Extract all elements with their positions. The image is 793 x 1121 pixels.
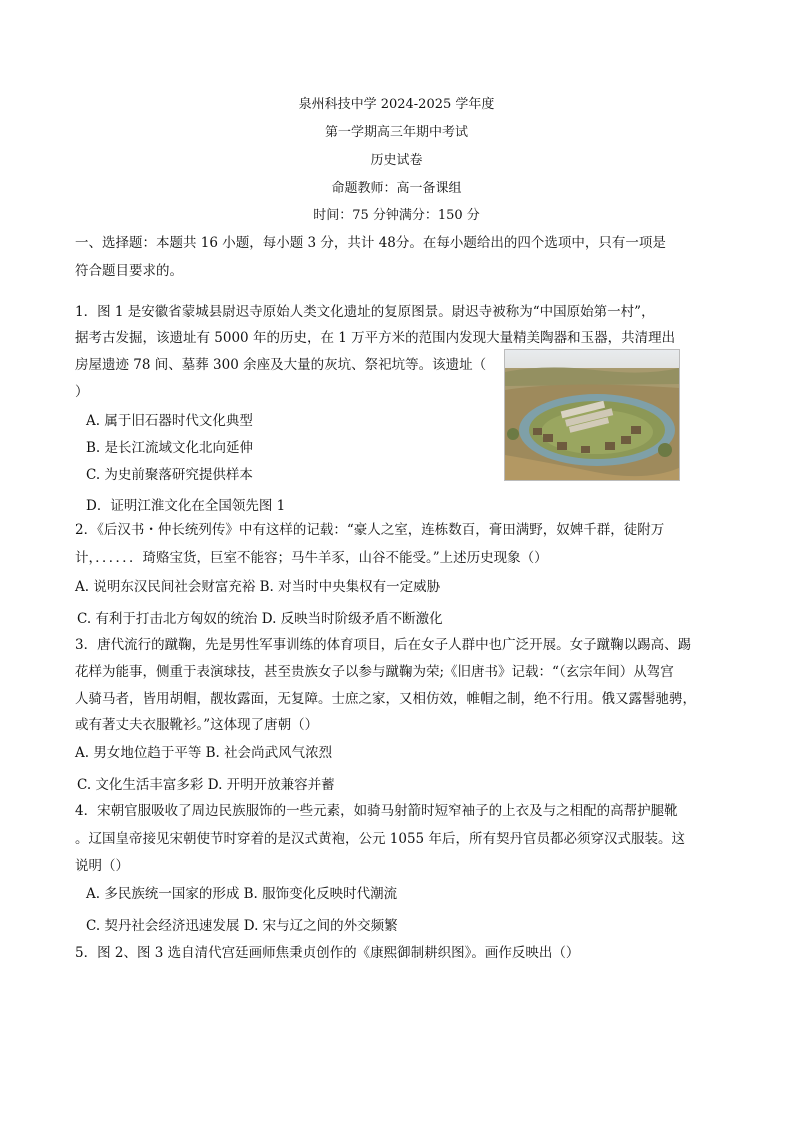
- section-instruction-cont: 符合题目要求的。: [75, 263, 183, 279]
- exam-title: 第一学期高三年期中考试: [324, 125, 468, 140]
- section-instruction: 一、选择题：本题共 16 小题，每小题 3 分，共计 48分。在每小题给出的四个选项中，只有一项是: [75, 235, 666, 251]
- setter-line: 命题教师：高一备课组: [331, 181, 462, 196]
- q1-stem-line4: ）: [75, 384, 89, 400]
- q3-stem-line3: 人骑马者，皆用胡帽，靓妆露面，无复障。士庶之家，又相仿效，帷帽之制，绝不行用。俄又露髻驰骋，: [75, 691, 696, 707]
- q2-options-cd: C. 有利于打击北方匈奴的统治 D. 反映当时阶级矛盾不断激化: [77, 611, 443, 627]
- q4-stem-line3: 说明（）: [75, 858, 129, 874]
- figure-1-settlement-image: [504, 349, 680, 481]
- q1-option-c: C. 为史前聚落研究提供样本: [86, 467, 253, 483]
- q4-options-cd: C. 契丹社会经济迅速发展 D. 宋与辽之间的外交频繁: [86, 918, 398, 934]
- q2-stem-line1: 2．《后汉书・仲长统列传》中有这样的记载：“豪人之室，连栋数百，膏田满野，奴婢千群，徒附万: [75, 522, 665, 538]
- q4-options-ab: A. 多民族统一国家的形成 B. 服饰变化反映时代潮流: [86, 886, 398, 902]
- q5-stem-line1: 5．图 2、图 3 选自清代宫廷画师焦秉贞创作的《康熙御制耕织图》。画作反映出（）: [75, 945, 580, 961]
- q1-stem-line3: 房屋遗迹 78 间、墓葬 300 余座及大量的灰坑、祭祀坑等。该遗址（: [75, 357, 487, 373]
- q3-options-ab: A. 男女地位趋于平等 B. 社会尚武风气浓烈: [75, 745, 333, 761]
- q4-stem-line1: 4．宋朝官服吸收了周边民族服饰的一些元素，如骑马射箭时短窄袖子的上衣及与之相配的高帮护腿靴: [75, 803, 678, 819]
- q3-options-cd: C. 文化生活丰富多彩 D. 开明开放兼容并蓄: [77, 777, 335, 793]
- time-line: 时间：75 分钟满分：150 分: [313, 208, 480, 223]
- q3-stem-line4: 或有著丈夫衣服靴衫。”这体现了唐朝（）: [75, 717, 319, 733]
- q1-stem-line2: 据考古发掘，该遗址有 5000 年的历史，在 1 万平方米的范围内发现大量精美陶器和玉器，共清理出: [75, 330, 676, 346]
- q1-option-d: D．证明江淮文化在全国领先图 1: [86, 498, 286, 514]
- q2-stem-line2: 计，．．．．．．琦赂宝货，巨室不能容；马牛羊豕，山谷不能受。”上述历史现象（）: [75, 550, 548, 566]
- q1-option-b: B. 是长江流域文化北向延伸: [86, 440, 254, 456]
- q1-stem-line1: 1．图 1 是安徽省蒙城县尉迟寺原始人类文化遗址的复原图景。尉迟寺被称为“中国原始第一村”，: [75, 304, 655, 320]
- q2-options-ab: A. 说明东汉民间社会财富充裕 B. 对当时中央集权有一定威胁: [75, 579, 441, 595]
- school-title: 泉州科技中学 2024-2025 学年度: [298, 97, 495, 112]
- subject-title: 历史试卷: [370, 153, 423, 168]
- q1-option-a: A. 属于旧石器时代文化典型: [86, 413, 253, 429]
- q3-stem-line1: 3．唐代流行的蹴鞠，先是男性军事训练的体育项目，后在女子人群中也广泛开展。女子蹴鞠以踢高、踢: [75, 637, 692, 653]
- q3-stem-line2: 花样为能事，侧重于表演球技，甚至贵族女子以参与蹴鞠为荣;《旧唐书》记载：“（玄宗年间）从驾宫: [75, 664, 674, 680]
- q4-stem-line2: 。辽国皇帝接见宋朝使节时穿着的是汉式黄袍，公元 1055 年后，所有契丹官员都必须穿汉式服装。这: [75, 831, 685, 847]
